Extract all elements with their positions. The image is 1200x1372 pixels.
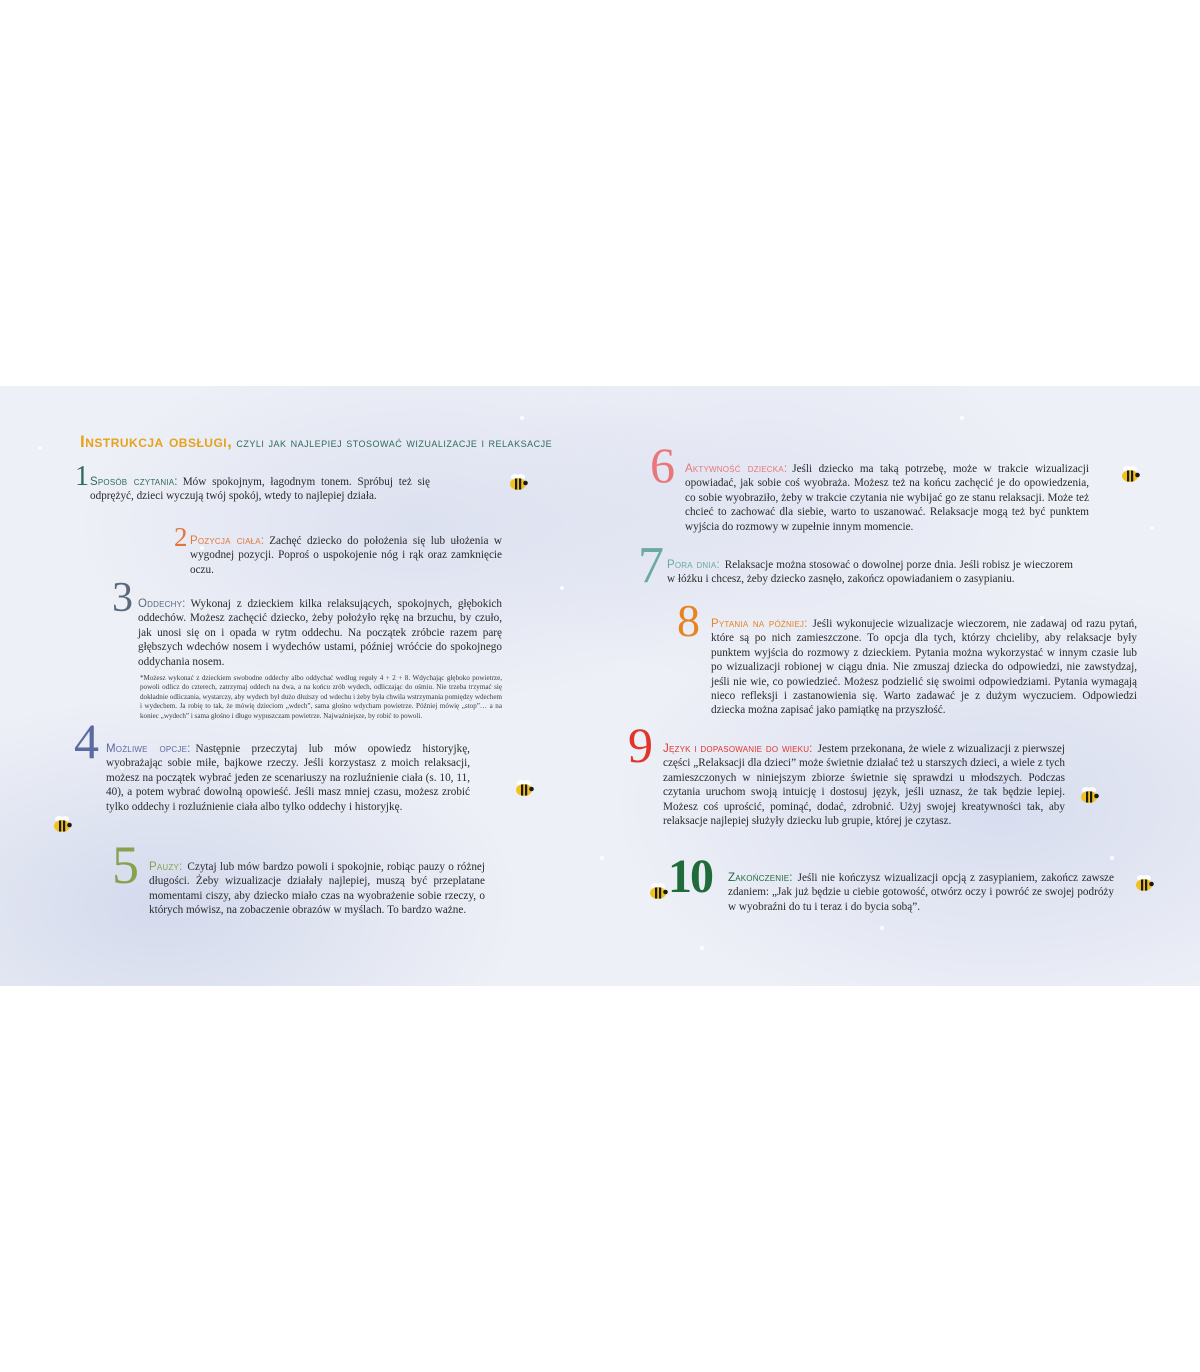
item-label-1: Sposób czytania: <box>90 476 178 488</box>
bee-icon <box>1132 873 1156 893</box>
bee-icon <box>1077 785 1101 805</box>
bee-icon <box>1118 464 1142 484</box>
item-text-10: Jeśli nie kończysz wizualizacji opcją z zasypianiem, zakończ zawsze zdaniem: „Jak już będzie u ciebie gotowość, otwórz oczy i powróć ze swojej podróży w wyobraźni do tu i teraz i do bycia sobą”. <box>728 872 1114 913</box>
item-7 <box>667 558 1073 587</box>
bee-icon <box>646 881 670 901</box>
item-text-5: Czytaj lub mów bardzo powoli i spokojnie, robiąc pauzy o różnej długości. Żeby wizualizacje działały najlepiej, muszą być przeplatane momentami ciszy, aby dziecko miało czas na wyobrażenie sobie rzeczy, o których mówisz, na zobaczenie obrazów w myślach. To bardzo ważne. <box>149 861 485 917</box>
item-number-1: 1 <box>75 461 89 492</box>
item-number-2: 2 <box>174 522 188 552</box>
item-text-8: Jeśli wykonujecie wizualizacje wieczorem, nie zadawaj od razu pytań, które są po nich zamieszczone. To opcja dla tych, którzy chcieliby, aby relaksacje były punktem wyjścia do rozmowy z dzieckiem. Pytania można wykorzystać w innym czasie lub po wizualizacji robionej w ciągu dnia. Nie zmuszaj dziecka do odpowiedzi, nie zawstydzaj, jeśli nie wie, co powiedzieć. Możesz podzielić się swoimi odpowiedziami. Pytania wymagają nieco refleksji i zastanowienia się. Warto zadawać je z dużym wyczuciem. Odpowiedzi dziecka można zapisać jako pamiątkę na przyszłość. <box>711 618 1137 717</box>
item-label-9: Język i dopasowanie do wieku: <box>663 743 813 755</box>
footnote: *Możesz wykonać z dzieckiem swobodne oddechy albo oddychać według reguły 4 + 2 + 8. Wdychając głęboko powietrze, powoli odlicz do czterech, zatrzymaj oddech na dwa, a na końcu zrób wydech, odliczając do ośmiu. Nie trzeba trzymać się dokładnie odliczania, wystarczy, aby wydech był dużo dłuższy od wdechu i żeby była chwila wstrzymania pomiędzy wdechem i wydechem. Ja robię to tak, że mówię dzieciom „wdech”, sama głośno wdycham powietrze. Później mówię „stop”… a na koniec „wydech” i sama głośno i długo wypuszczam powietrze. Najważniejsze, by robić to powoli. <box>140 674 502 720</box>
item-text-7: Relaksacje można stosować o dowolnej porze dnia. Jeśli robisz je wieczorem w łóżku i chcesz, żeby dziecko zasnęło, zakończ opowiadaniem o zasypianiu. <box>667 559 1074 586</box>
item-label-10: Zakończenie: <box>728 872 793 884</box>
item-text-2: Zachęć dziecko do położenia się lub ułożenia w wygodnej pozycji. Poproś o uspokojenie nóg i rąk oraz zamknięcie oczu. <box>190 535 502 576</box>
item-number-9: 9 <box>628 717 653 773</box>
heading-main: Instrukcja obsługi, <box>80 432 233 451</box>
item-text-6: Jeśli dziecko ma taką potrzebę, może w trakcie wizualizacji opowiadać, jak sobie coś wyobraża. Możesz też na końcu zachęcić je do opowiedzenia, co sobie wyobraziło, żeby w trakcie czytania nie wybijać go ze stanu relaksacji. Może też chcieć to zachować dla siebie, warto to uszanować. Relaksacje mogą też być punktem wyjścia do rozmowy w zupełnie innym momencie. <box>685 463 1089 533</box>
item-text-9: Jestem przekonana, że wiele z wizualizacji z pierwszej części „Relaksacji dla dzieci” może świetnie działać też u starszych dzieci, a wiele z tych zamieszczonych w niniejszym zbiorze świetnie się sprawdzi u młodszych. Podczas czytania uruchom swoją intuicję i dostosuj język, jeśli uznasz, że tak będzie lepiej. Możesz coś uprościć, pominąć, dodać, zdrobnić. Użyj swojej kreatywności tak, aby relaksacje najlepiej służyły dziecku lub grupie, której je czytasz. <box>663 743 1065 828</box>
item-label-8: Pytania na później: <box>711 618 808 630</box>
item-4 <box>106 742 470 814</box>
item-number-3: 3 <box>112 575 133 621</box>
item-label-4: Możliwe opcje: <box>106 743 191 755</box>
item-number-4: 4 <box>74 713 99 769</box>
item-text-1: Mów spokojnym, łagodnym tonem. Spróbuj też się odprężyć, dzieci wyczują twój spokój, wtedy to najlepiej działa. <box>90 476 431 503</box>
item-9 <box>663 742 1065 828</box>
item-2 <box>190 534 502 577</box>
item-label-3: Oddechy: <box>138 598 186 610</box>
item-number-10: 10 <box>668 850 712 903</box>
item-6 <box>685 462 1089 534</box>
item-10 <box>728 871 1114 914</box>
page-heading <box>80 432 552 452</box>
item-label-7: Pora dnia: <box>667 559 720 571</box>
item-text-3: Wykonaj z dzieckiem kilka relaksujących, spokojnych, głębokich oddechów. Możesz zachęcić dziecko, żeby położyło rękę na brzuchu, by czuło, jak unosi się on i opada w rytm oddechu. Na początek zróbcie razem parę głębszych wdechów nosem i wydechów ustami, później wróćcie do spokojnego oddychania nosem. <box>138 598 502 668</box>
bee-icon <box>50 814 74 834</box>
item-label-2: Pozycja ciała: <box>190 535 265 547</box>
bee-icon <box>512 778 536 798</box>
item-number-8: 8 <box>677 595 700 646</box>
item-3 <box>138 597 502 669</box>
item-8 <box>711 617 1137 718</box>
item-number-6: 6 <box>650 437 675 493</box>
item-number-5: 5 <box>112 835 139 895</box>
bee-icon <box>506 472 530 492</box>
item-label-6: Aktywność dziecka: <box>685 463 788 475</box>
item-1 <box>90 475 430 504</box>
item-label-5: Pauzy: <box>149 861 183 873</box>
item-text-4: Następnie przeczytaj lub mów opowiedz historyjkę, wyobrażając sobie miłe, bajkowe rzeczy. Jeśli korzystasz z moich relaksacji, możesz na początek wybrać jeden ze scenariuszy na rozluźnienie ciała (s. 10, 11, 40), a potem wybrać dowolną opowieść. Jeśli masz mniej czasu, możesz zrobić tylko oddechy i rozluźnienie ciała albo tylko oddechy i historyjkę. <box>106 743 470 813</box>
item-5 <box>149 860 485 918</box>
heading-subtitle: czyli jak najlepiej stosować wizualizacje i relaksacje <box>236 435 553 450</box>
item-number-7: 7 <box>638 537 664 594</box>
